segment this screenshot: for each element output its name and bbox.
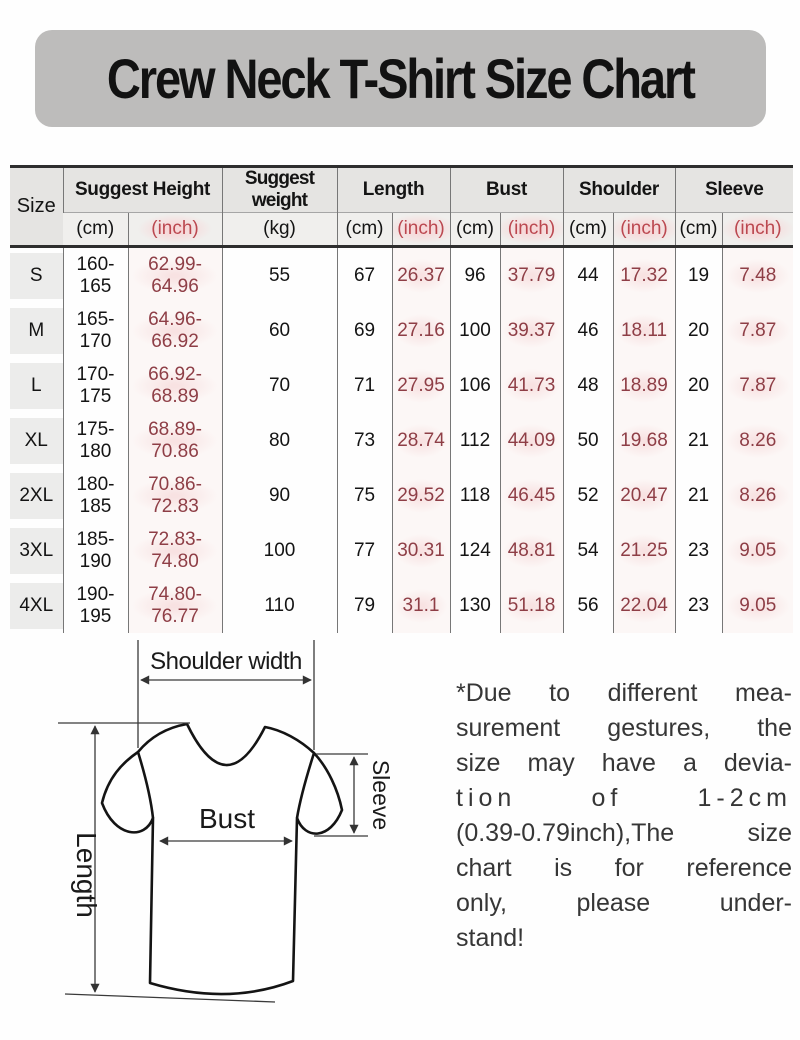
subheader-shoulder-inch: (inch)	[613, 213, 675, 247]
cell-size	[10, 303, 63, 358]
size-label: S	[10, 253, 63, 299]
table-row	[10, 578, 793, 633]
subheader-height-cm: (cm)	[63, 213, 128, 247]
table-row	[10, 358, 793, 413]
cell-height-inch: 70.86-72.83	[128, 468, 222, 523]
subheader-height-inch: (inch)	[128, 213, 222, 247]
subheader-sleeve-inch: (inch)	[722, 213, 793, 247]
note-line: (0.39-0.79inch),The size	[456, 819, 792, 847]
cell-length-inch: 27.16	[392, 303, 450, 358]
cell-length-inch: 27.95	[392, 358, 450, 413]
cell-sleeve-inch: 8.26	[722, 468, 793, 523]
cell-sleeve-cm: 21	[675, 413, 722, 468]
size-label: L	[10, 363, 63, 409]
cell-length-inch: 28.74	[392, 413, 450, 468]
note-line: surement gestures, the	[456, 714, 792, 742]
tshirt-outline	[102, 724, 342, 994]
cell-sleeve-cm: 23	[675, 578, 722, 633]
cell-weight-kg: 80	[222, 413, 337, 468]
subheader-bust-cm: (cm)	[450, 213, 500, 247]
table-row	[10, 247, 793, 304]
title-banner	[35, 30, 766, 127]
cell-bust-cm: 100	[450, 303, 500, 358]
cell-height-inch: 74.80-76.77	[128, 578, 222, 633]
cell-length-cm: 77	[337, 523, 392, 578]
page-title: Crew Neck T-Shirt Size Chart	[107, 47, 694, 110]
cell-bust-inch: 37.79	[500, 247, 563, 304]
cell-shoulder-inch: 22.04	[613, 578, 675, 633]
table-header	[10, 167, 793, 247]
note-line: tion of 1-2cm	[456, 784, 792, 812]
length-label: Length	[71, 832, 102, 918]
cell-bust-inch: 41.73	[500, 358, 563, 413]
cell-sleeve-inch: 9.05	[722, 578, 793, 633]
cell-sleeve-inch: 8.26	[722, 413, 793, 468]
note-line: size may have a devia-	[456, 749, 792, 777]
note-line: chart is for reference	[456, 854, 792, 882]
cell-length-inch: 30.31	[392, 523, 450, 578]
sleeve-label: Sleeve	[368, 759, 394, 831]
cell-height-cm: 165-170	[63, 303, 128, 358]
table-body	[10, 247, 793, 634]
cell-length-cm: 69	[337, 303, 392, 358]
cell-length-cm: 73	[337, 413, 392, 468]
cell-shoulder-inch: 20.47	[613, 468, 675, 523]
header-bust: Bust	[450, 167, 563, 213]
cell-bust-cm: 130	[450, 578, 500, 633]
table-row	[10, 303, 793, 358]
cell-shoulder-cm: 52	[563, 468, 613, 523]
cell-shoulder-inch: 18.11	[613, 303, 675, 358]
subheader-length-inch: (inch)	[392, 213, 450, 247]
cell-bust-inch: 48.81	[500, 523, 563, 578]
cell-weight-kg: 70	[222, 358, 337, 413]
cell-sleeve-cm: 19	[675, 247, 722, 304]
cell-size	[10, 247, 63, 304]
cell-height-inch: 68.89-70.86	[128, 413, 222, 468]
cell-height-cm: 180-185	[63, 468, 128, 523]
subheader-bust-inch: (inch)	[500, 213, 563, 247]
cell-size	[10, 358, 63, 413]
note-line: *Due to different mea-	[456, 679, 792, 707]
cell-weight-kg: 100	[222, 523, 337, 578]
measurement-note	[456, 676, 792, 956]
cell-shoulder-inch: 18.89	[613, 358, 675, 413]
note-line: stand!	[456, 924, 525, 952]
cell-size	[10, 523, 63, 578]
cell-height-cm: 190-195	[63, 578, 128, 633]
note-line: only, please under-	[456, 889, 792, 917]
size-label: 2XL	[10, 473, 63, 519]
table-row	[10, 523, 793, 578]
cell-height-cm: 170-175	[63, 358, 128, 413]
cell-shoulder-cm: 50	[563, 413, 613, 468]
cell-bust-inch: 46.45	[500, 468, 563, 523]
cell-weight-kg: 90	[222, 468, 337, 523]
header-sleeve: Sleeve	[675, 167, 793, 213]
cell-length-cm: 67	[337, 247, 392, 304]
cell-shoulder-inch: 19.68	[613, 413, 675, 468]
table-row	[10, 413, 793, 468]
cell-weight-kg: 60	[222, 303, 337, 358]
cell-height-inch: 66.92-68.89	[128, 358, 222, 413]
size-label: M	[10, 308, 63, 354]
subheader-weight-kg: (kg)	[222, 213, 337, 247]
bust-label: Bust	[198, 803, 256, 834]
cell-bust-cm: 118	[450, 468, 500, 523]
size-label: 4XL	[10, 583, 63, 629]
header-size: Size	[10, 167, 63, 247]
cell-length-cm: 71	[337, 358, 392, 413]
cell-height-cm: 160-165	[63, 247, 128, 304]
cell-bust-cm: 112	[450, 413, 500, 468]
cell-length-cm: 79	[337, 578, 392, 633]
cell-bust-inch: 39.37	[500, 303, 563, 358]
cell-shoulder-cm: 54	[563, 523, 613, 578]
header-length: Length	[337, 167, 450, 213]
cell-sleeve-cm: 21	[675, 468, 722, 523]
cell-length-inch: 29.52	[392, 468, 450, 523]
size-table	[10, 165, 793, 633]
header-shoulder: Shoulder	[563, 167, 675, 213]
header-suggest-weight: Suggest weight	[222, 167, 337, 213]
subheader-shoulder-cm: (cm)	[563, 213, 613, 247]
cell-height-inch: 62.99-64.96	[128, 247, 222, 304]
cell-sleeve-inch: 7.87	[722, 303, 793, 358]
cell-shoulder-cm: 48	[563, 358, 613, 413]
cell-shoulder-cm: 44	[563, 247, 613, 304]
cell-height-cm: 175-180	[63, 413, 128, 468]
size-table-wrapper	[10, 165, 793, 633]
cell-sleeve-cm: 23	[675, 523, 722, 578]
cell-bust-cm: 124	[450, 523, 500, 578]
cell-sleeve-cm: 20	[675, 303, 722, 358]
cell-height-inch: 72.83-74.80	[128, 523, 222, 578]
cell-shoulder-cm: 46	[563, 303, 613, 358]
cell-shoulder-inch: 17.32	[613, 247, 675, 304]
subheader-sleeve-cm: (cm)	[675, 213, 722, 247]
cell-length-cm: 75	[337, 468, 392, 523]
size-label: XL	[10, 418, 63, 464]
cell-bust-inch: 51.18	[500, 578, 563, 633]
cell-sleeve-inch: 9.05	[722, 523, 793, 578]
tshirt-measure-diagram	[30, 628, 450, 1040]
cell-bust-cm: 96	[450, 247, 500, 304]
cell-sleeve-inch: 7.48	[722, 247, 793, 304]
cell-weight-kg: 55	[222, 247, 337, 304]
cell-shoulder-cm: 56	[563, 578, 613, 633]
cell-bust-cm: 106	[450, 358, 500, 413]
table-row	[10, 468, 793, 523]
subheader-length-cm: (cm)	[337, 213, 392, 247]
cell-size	[10, 468, 63, 523]
cell-length-inch: 31.1	[392, 578, 450, 633]
cell-size	[10, 413, 63, 468]
cell-bust-inch: 44.09	[500, 413, 563, 468]
header-suggest-height: Suggest Height	[63, 167, 222, 213]
cell-sleeve-inch: 7.87	[722, 358, 793, 413]
cell-shoulder-inch: 21.25	[613, 523, 675, 578]
length-guide-bottom	[65, 994, 275, 1002]
cell-weight-kg: 110	[222, 578, 337, 633]
cell-height-inch: 64.96-66.92	[128, 303, 222, 358]
size-label: 3XL	[10, 528, 63, 574]
cell-length-inch: 26.37	[392, 247, 450, 304]
cell-height-cm: 185-190	[63, 523, 128, 578]
cell-size	[10, 578, 63, 633]
cell-sleeve-cm: 20	[675, 358, 722, 413]
shoulder-width-label: Shoulder width	[150, 648, 302, 675]
